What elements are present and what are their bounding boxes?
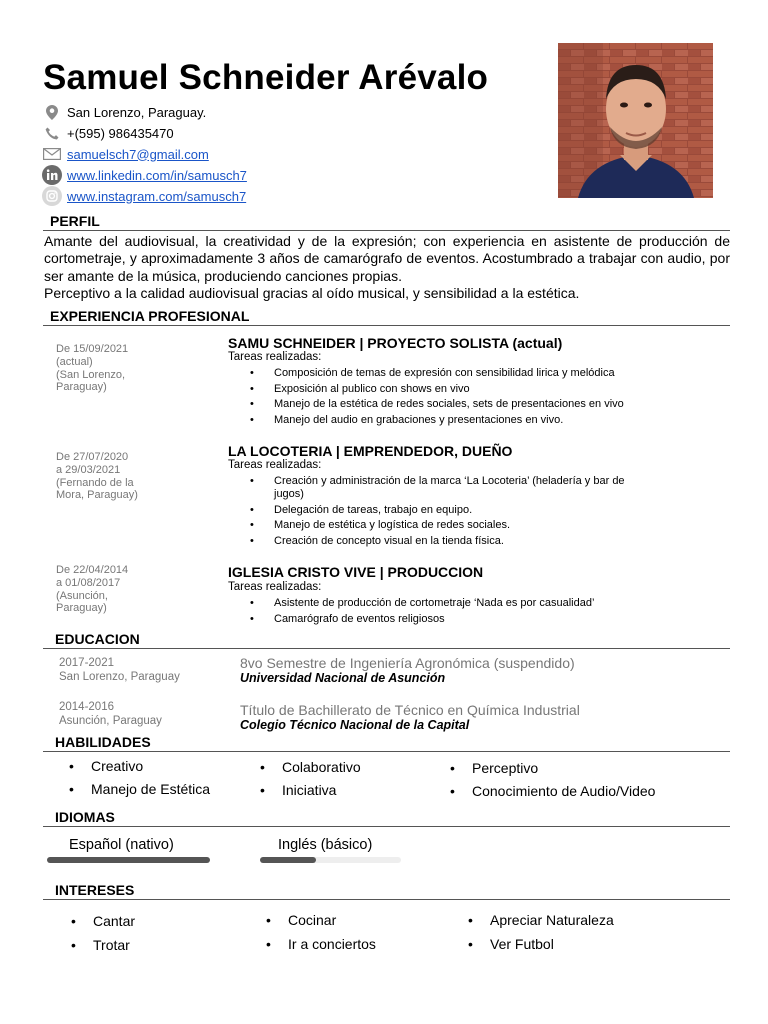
job-date [56,343,196,394]
profile-photo [558,43,713,198]
job-date [56,451,196,502]
date-line: Mora, Paraguay) [56,489,138,502]
date-line: Paraguay) [56,602,107,615]
education-institution: Universidad Nacional de Asunción [240,671,446,685]
task-item: • Manejo del audio en grabaciones y presentaciones en vivo. [228,414,668,427]
language-level-bar [260,857,401,863]
education-date [59,656,180,684]
section-title-experience: EXPERIENCIA PROFESIONAL [50,308,250,324]
section-divider [43,751,730,752]
linkedin-link[interactable]: www.linkedin.com/in/samusch7 [67,167,247,183]
email-icon [40,148,64,160]
contact-phone [40,124,174,142]
education-title: Título de Bachillerato de Técnico en Química Industrial [240,702,580,718]
job-date [56,564,196,615]
education-institution: Colegio Técnico Nacional de la Capital [240,718,470,732]
section-divider [43,230,730,231]
contact-location [40,103,206,121]
task-item: • Creación de concepto visual en la tienda física. [228,535,648,548]
task-item: • Creación y administración de la marca ‘La Locoteria’ (heladería y bar de jugos) [228,475,648,501]
section-divider [43,826,730,827]
profile-paragraph: Amante del audiovisual, la creatividad y de la expresión; con experiencia en asistente de producción de cortometraje, y aproximadamente 3 años de camarógrafo de eventos. Acostumbrado a trabajar con audio, por ser amante de la música, produciendo canciones propias. [44,233,730,284]
task-item: • Composición de temas de expresión con sensibilidad lirica y melódica [228,367,668,380]
task-list [228,597,668,628]
job-subtitle: Tareas realizadas: [228,581,322,593]
interest-item: • Ir a conciertos [288,936,376,952]
task-list [228,475,648,550]
task-item: • Camarógrafo de eventos religiosos [228,613,668,626]
contact-instagram [40,187,246,205]
phone-icon [40,127,64,140]
map-pin-icon [40,105,64,120]
date-line: De 15/09/2021 [56,343,129,355]
skill-item: • Perceptivo [472,760,538,776]
email-link[interactable]: samuelsch7@gmail.com [67,146,209,162]
profile-summary [44,233,730,302]
date-line: (actual) [56,355,93,368]
section-title-interests: INTERESES [55,882,135,898]
skill-item: • Colaborativo [282,759,361,775]
skill-item: • Creativo [91,758,143,774]
education-place: San Lorenzo, Paraguay [59,671,180,683]
linkedin-icon [40,165,64,185]
language-level-bar [47,857,210,863]
date-line: Paraguay) [56,381,107,394]
task-item: • Manejo de la estética de redes sociales, sets de presentaciones en vivo [228,398,668,411]
section-title-skills: HABILIDADES [55,734,151,750]
education-date [59,700,162,728]
date-line: De 22/04/2014 [56,564,129,576]
instagram-icon [40,186,64,206]
date-line: (San Lorenzo, [56,368,126,381]
date-line: (Asunción, [56,589,108,602]
section-divider [43,648,730,649]
section-title-profile: PERFIL [50,213,100,229]
date-line: (Fernando de la [56,476,134,489]
section-title-education: EDUCACION [55,631,140,647]
task-item: • Delegación de tareas, trabajo en equipo. [228,504,648,517]
education-years: 2017-2021 [59,657,114,669]
education-title: 8vo Semestre de Ingeniería Agronómica (suspendido) [240,655,575,671]
phone-text: +(595) 986435470 [67,125,174,141]
interest-item: • Ver Futbol [490,936,554,952]
section-title-languages: IDIOMAS [55,809,115,825]
contact-linkedin [40,166,247,184]
education-years: 2014-2016 [59,701,114,713]
profile-paragraph: Perceptivo a la calidad audiovisual gracias al oído musical, y sensibilidad a la estética. [44,284,580,301]
interest-item: • Trotar [93,937,130,953]
interest-item: • Apreciar Naturaleza [490,912,614,928]
section-divider [43,899,730,900]
instagram-link[interactable]: www.instagram.com/samusch7 [67,188,247,204]
task-item: • Asistente de producción de cortometraje ‘Nada es por casualidad’ [228,597,668,610]
education-place: Asunción, Paraguay [59,715,162,727]
date-line: De 27/07/2020 [56,451,129,463]
language-label: Inglés (básico) [278,837,373,853]
language-level-fill [47,857,210,863]
candidate-name: Samuel Schneider Arévalo [43,58,489,97]
date-line: a 29/03/2021 [56,463,121,476]
date-line: a 01/08/2017 [56,576,121,589]
skill-item: • Conocimiento de Audio/Video [472,783,655,799]
interest-item: • Cocinar [288,912,336,928]
job-subtitle: Tareas realizadas: [228,351,322,363]
language-level-fill [260,857,316,863]
task-item: • Manejo de estética y logística de redes sociales. [228,519,648,532]
language-label: Español (nativo) [69,837,174,853]
section-divider [43,325,730,326]
location-text: San Lorenzo, Paraguay. [67,104,207,120]
interest-item: • Cantar [93,913,135,929]
task-item: • Exposición al publico con shows en vivo [228,383,668,396]
task-list [228,367,668,429]
skill-item: • Iniciativa [282,782,336,798]
contact-email [40,145,209,163]
skill-item: • Manejo de Estética [91,781,210,797]
job-title: LA LOCOTERIA | EMPRENDEDOR, DUEÑO [228,443,513,459]
job-title: IGLESIA CRISTO VIVE | PRODUCCION [228,564,484,580]
job-subtitle: Tareas realizadas: [228,459,322,471]
job-title: SAMU SCHNEIDER | PROYECTO SOLISTA (actual) [228,335,563,351]
